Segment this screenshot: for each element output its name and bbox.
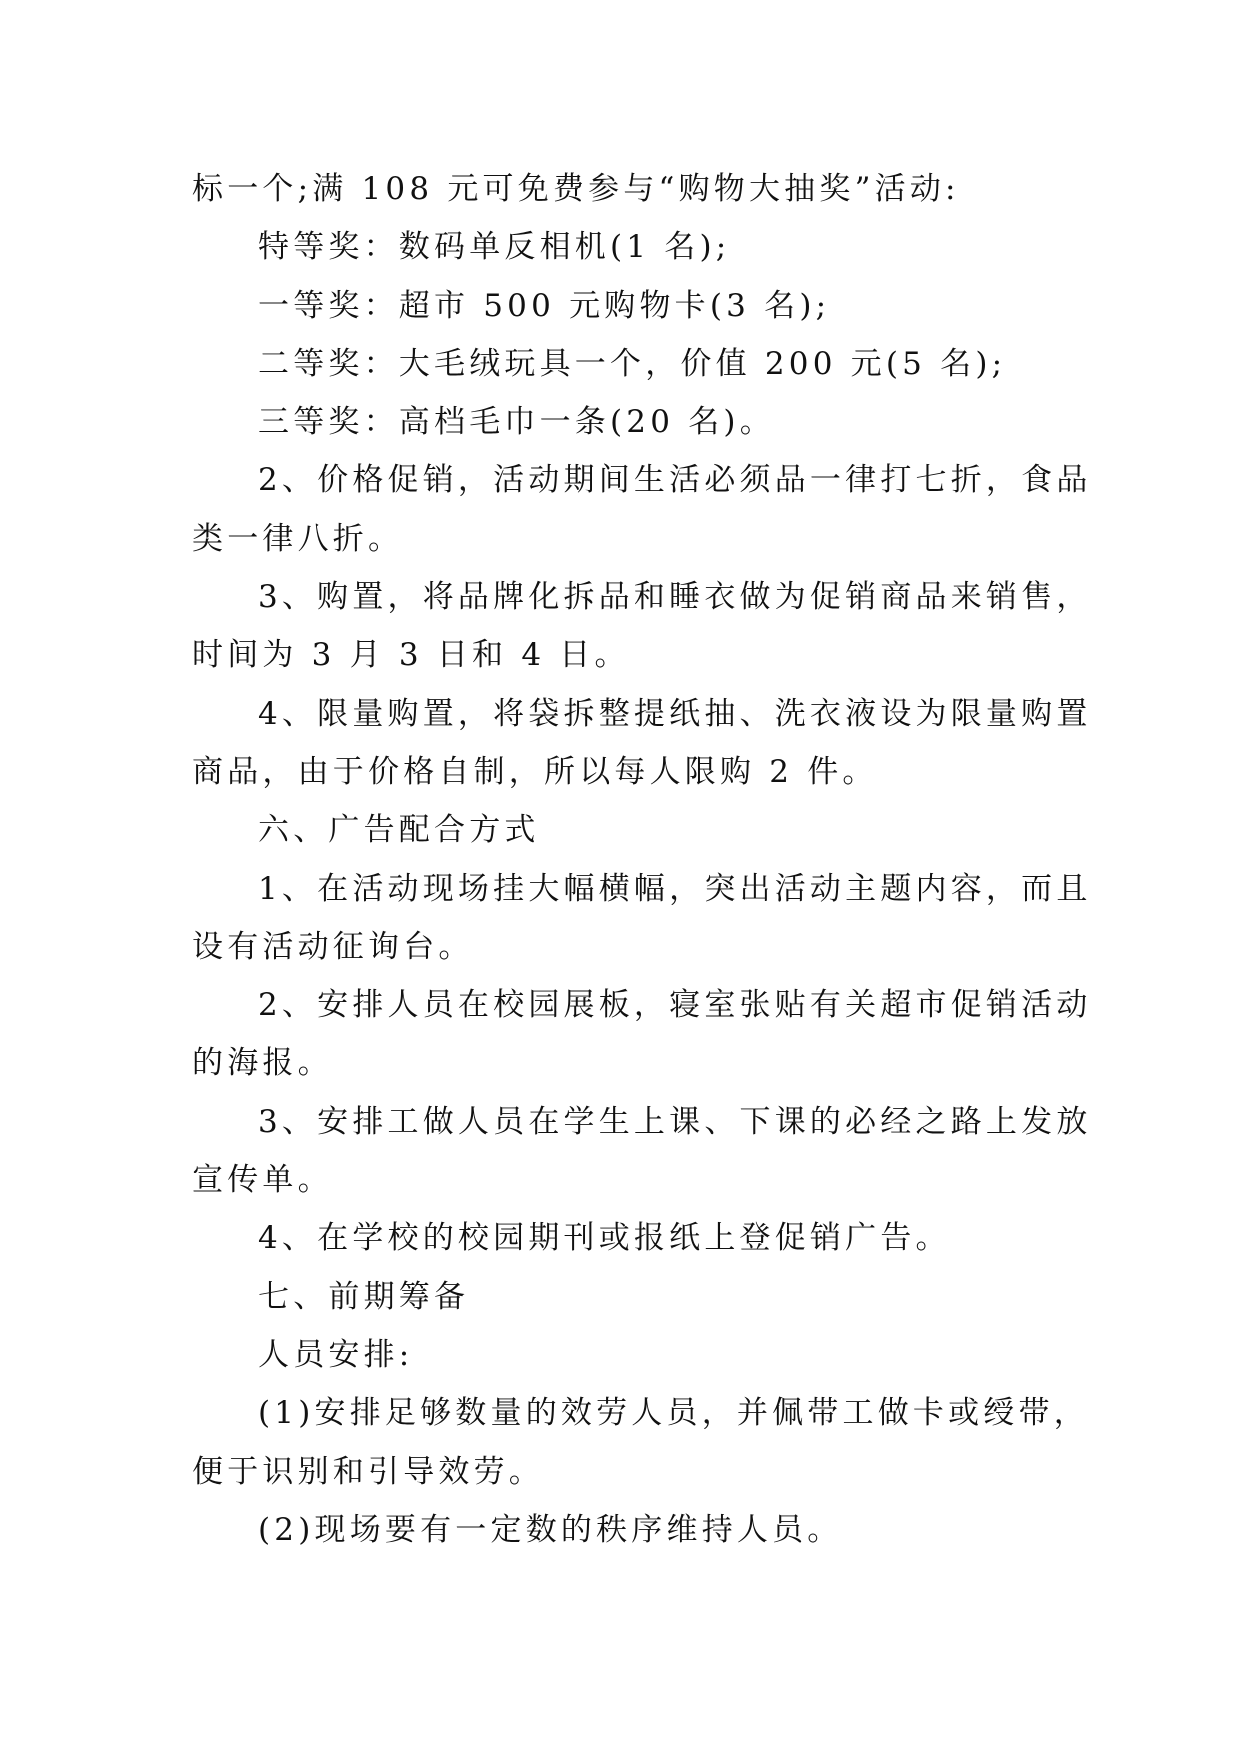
document-body <box>192 160 1092 1559</box>
text-line: 二等奖：大毛绒玩具一个，价值 200 元(5 名); <box>258 345 1007 382</box>
text-line: 设有活动征询台。 <box>192 928 474 965</box>
subheading: 人员安排: <box>258 1336 414 1373</box>
text-line: 标一个;满 108 元可免费参与“购物大抽奖”活动: <box>192 171 960 207</box>
section-heading: 七、前期筹备 <box>258 1278 470 1315</box>
text-line: 4、在学校的校园期刊或报纸上登促销广告。 <box>258 1220 951 1257</box>
section-heading: 六、广告配合方式 <box>258 812 540 849</box>
text-line: 2、价格促销，活动期间生活必须品一律打七折，食品 <box>258 462 1092 499</box>
text-line: 1、在活动现场挂大幅横幅，突出活动主题内容，而且 <box>258 870 1092 907</box>
text-line: 4、限量购置，将袋拆整提纸抽、洗衣液设为限量购置 <box>258 695 1092 732</box>
text-line: 特等奖：数码单反相机(1 名); <box>258 229 731 266</box>
text-line: (1)安排足够数量的效劳人员，并佩带工做卡或绶带， <box>258 1395 1089 1432</box>
text-line: 2、安排人员在校园展板，寝室张贴有关超市促销活动 <box>258 987 1092 1024</box>
text-line: 的海报。 <box>192 1045 333 1082</box>
text-line: 3、购置，将品牌化拆品和睡衣做为促销商品来销售， <box>258 579 1092 616</box>
text-line: 类一律八折。 <box>192 520 404 557</box>
text-line: 商品，由于价格自制，所以每人限购 2 件。 <box>192 753 878 790</box>
text-line: 三等奖：高档毛巾一条(20 名)。 <box>258 404 775 441</box>
text-line: 时间为 3 月 3 日和 4 日。 <box>192 637 630 674</box>
text-line: 便于识别和引导效劳。 <box>192 1453 544 1490</box>
text-line: (2)现场要有一定数的秩序维持人员。 <box>258 1511 843 1548</box>
text-line: 3、安排工做人员在学生上课、下课的必经之路上发放 <box>258 1103 1092 1140</box>
text-line: 一等奖：超市 500 元购物卡(3 名); <box>258 287 831 324</box>
text-line: 宣传单。 <box>192 1162 333 1199</box>
